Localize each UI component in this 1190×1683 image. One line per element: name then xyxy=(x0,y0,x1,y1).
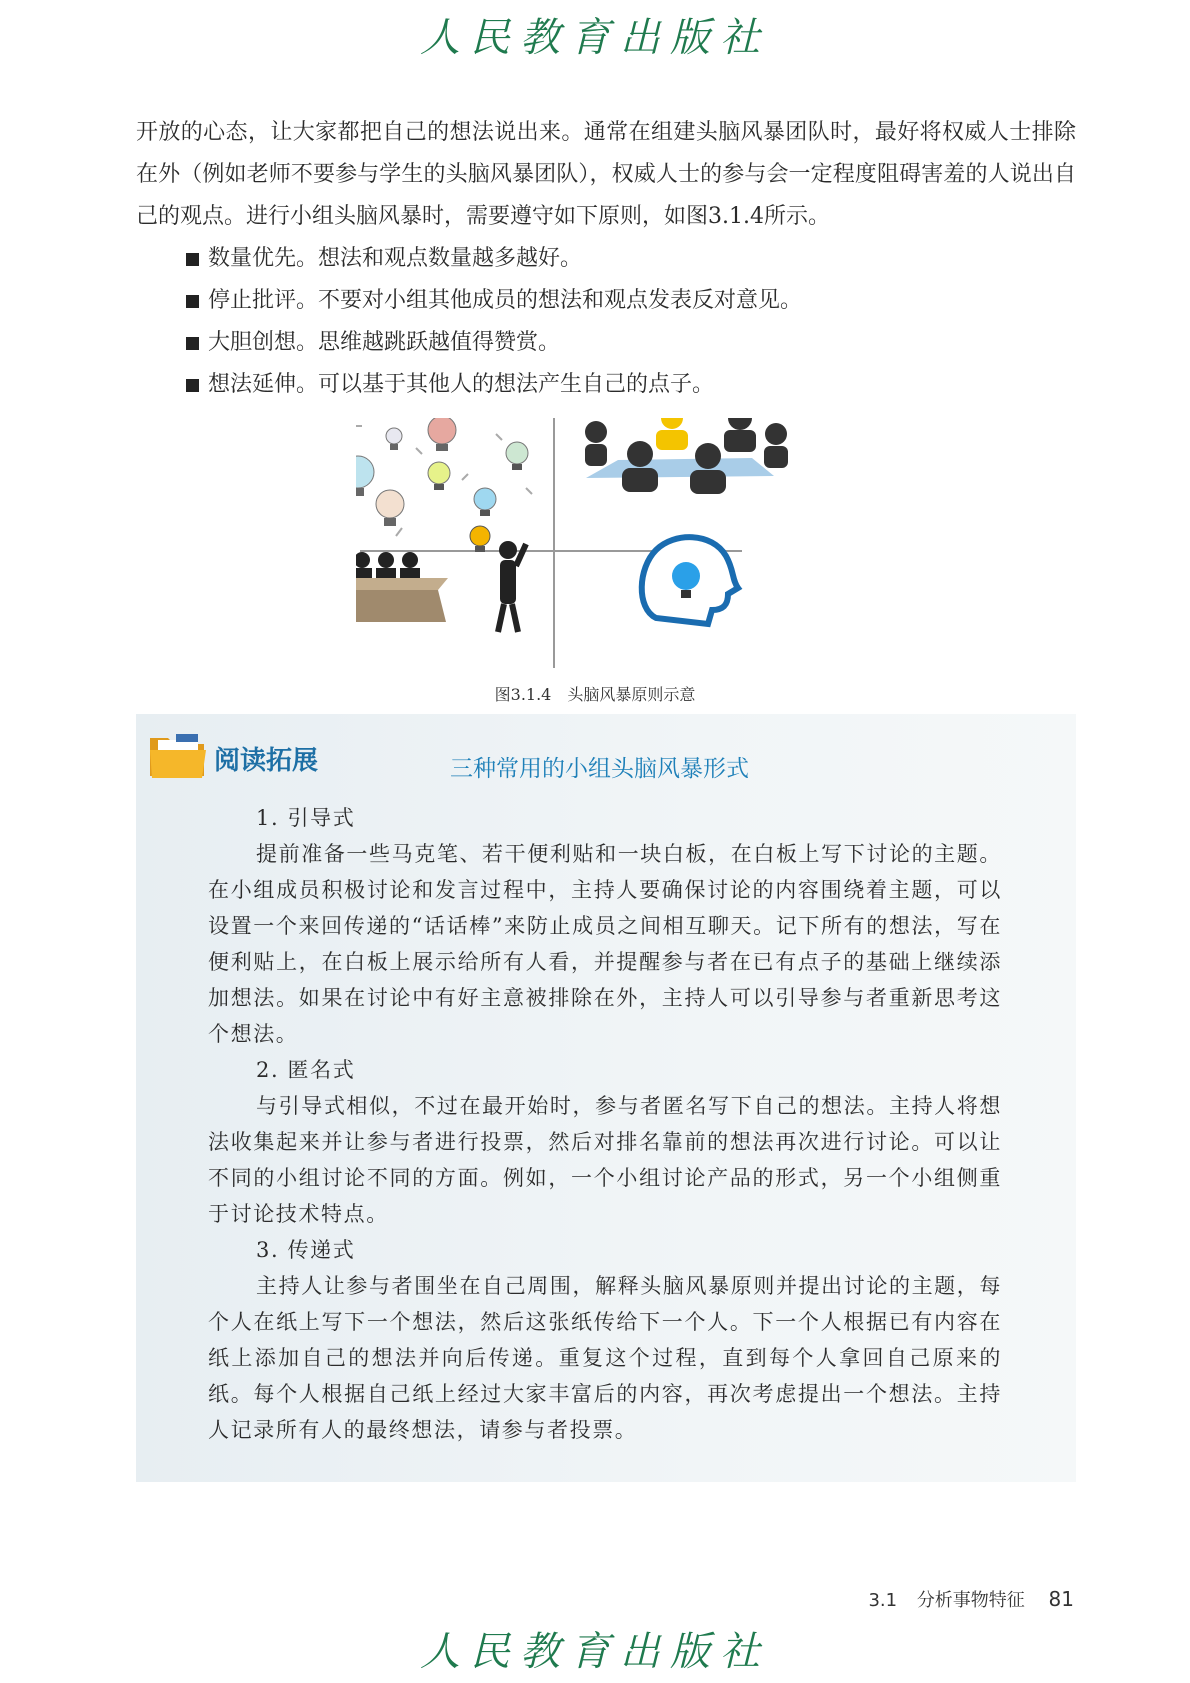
head-with-bulb-icon xyxy=(642,537,738,624)
folder-icon xyxy=(148,730,208,780)
list-item: 停止批评。不要对小组其他成员的想法和观点发表反对意见。 xyxy=(136,280,1076,322)
meeting-table-icon xyxy=(585,418,788,494)
principles-list xyxy=(136,238,1076,406)
section-heading: 1. 引导式 xyxy=(256,806,356,830)
list-item: 大胆创想。思维越跳跃越值得赞赏。 xyxy=(136,322,1076,364)
list-item: 数量优先。想法和观点数量越多越好。 xyxy=(136,238,1076,280)
section-title: 分析事物特征 xyxy=(916,1590,1025,1611)
section-number: 3.1 xyxy=(868,1590,898,1611)
publisher-logo-bottom: 人民教育出版社 xyxy=(420,1629,770,1675)
section-heading: 3. 传递式 xyxy=(256,1238,356,1262)
main-text xyxy=(136,112,1076,406)
reading-box-content xyxy=(208,800,1002,1448)
bullet-square-icon xyxy=(186,253,199,266)
page-number: 81 xyxy=(1048,1587,1074,1611)
brainstorm-principles-illustration xyxy=(356,418,846,672)
bullet-square-icon xyxy=(186,379,199,392)
figure-caption: 图3.1.4 头脑风暴原则示意 xyxy=(494,685,696,704)
section-text: 提前准备一些马克笔、若干便利贴和一块白板，在白板上写下讨论的主题。在小组成员积极讨论和发言过程中，主持人要确保讨论的内容围绕着主题，可以设置一个来回传递的“话话棒”来防止成员之间相互聊天。记下所有的想法，写在便利贴上，在白板上展示给所有人看，并提醒参与者在已有点子的基础上继续添加想法。如果在讨论中有好主意被排除在外，主持人可以引导参与者重新思考这个想法。 xyxy=(208,842,1002,1046)
publisher-logo-top: 人民教育出版社 xyxy=(420,15,770,61)
intro-paragraph: 开放的心态，让大家都把自己的想法说出来。通常在组建头脑风暴团队时，最好将权威人士排除在外（例如老师不要参与学生的头脑风暴团队），权威人士的参与会一定程度阻碍害羞的人说出自己的观点。进行小组头脑风暴时，需要遵守如下原则，如图3.1.4所示。 xyxy=(136,120,1076,229)
bullet-square-icon xyxy=(186,337,199,350)
page-footer xyxy=(854,1586,1074,1612)
bullet-square-icon xyxy=(186,295,199,308)
reading-extension-box xyxy=(136,714,1076,1482)
bulbs-group-icon xyxy=(356,418,532,536)
idea-person-icon xyxy=(470,526,526,632)
reading-box-label: 阅读拓展 xyxy=(214,746,319,776)
section-heading: 2. 匿名式 xyxy=(256,1058,356,1082)
section-text: 主持人让参与者围坐在自己周围，解释头脑风暴原则并提出讨论的主题，每个人在纸上写下一个想法，然后这张纸传给下一个人。下一个人根据已有内容在纸上添加自己的想法并向后传递。重复这个过程，直到每个人拿回自己原来的纸。每个人根据自己纸上经过大家丰富后的内容，再次考虑提出一个想法。主持人记录所有人的最终想法，请参与者投票。 xyxy=(208,1274,1002,1442)
reading-box-title: 三种常用的小组头脑风暴形式 xyxy=(450,756,749,782)
section-text: 与引导式相似，不过在最开始时，参与者匿名写下自己的想法。主持人将想法收集起来并让参与者进行投票，然后对排名靠前的想法再次进行讨论。可以让不同的小组讨论不同的方面。例如，一个小组讨论产品的形式，另一个小组侧重于讨论技术特点。 xyxy=(208,1094,1002,1226)
audience-box-icon xyxy=(356,552,448,622)
list-item: 想法延伸。可以基于其他人的想法产生自己的点子。 xyxy=(136,364,1076,406)
